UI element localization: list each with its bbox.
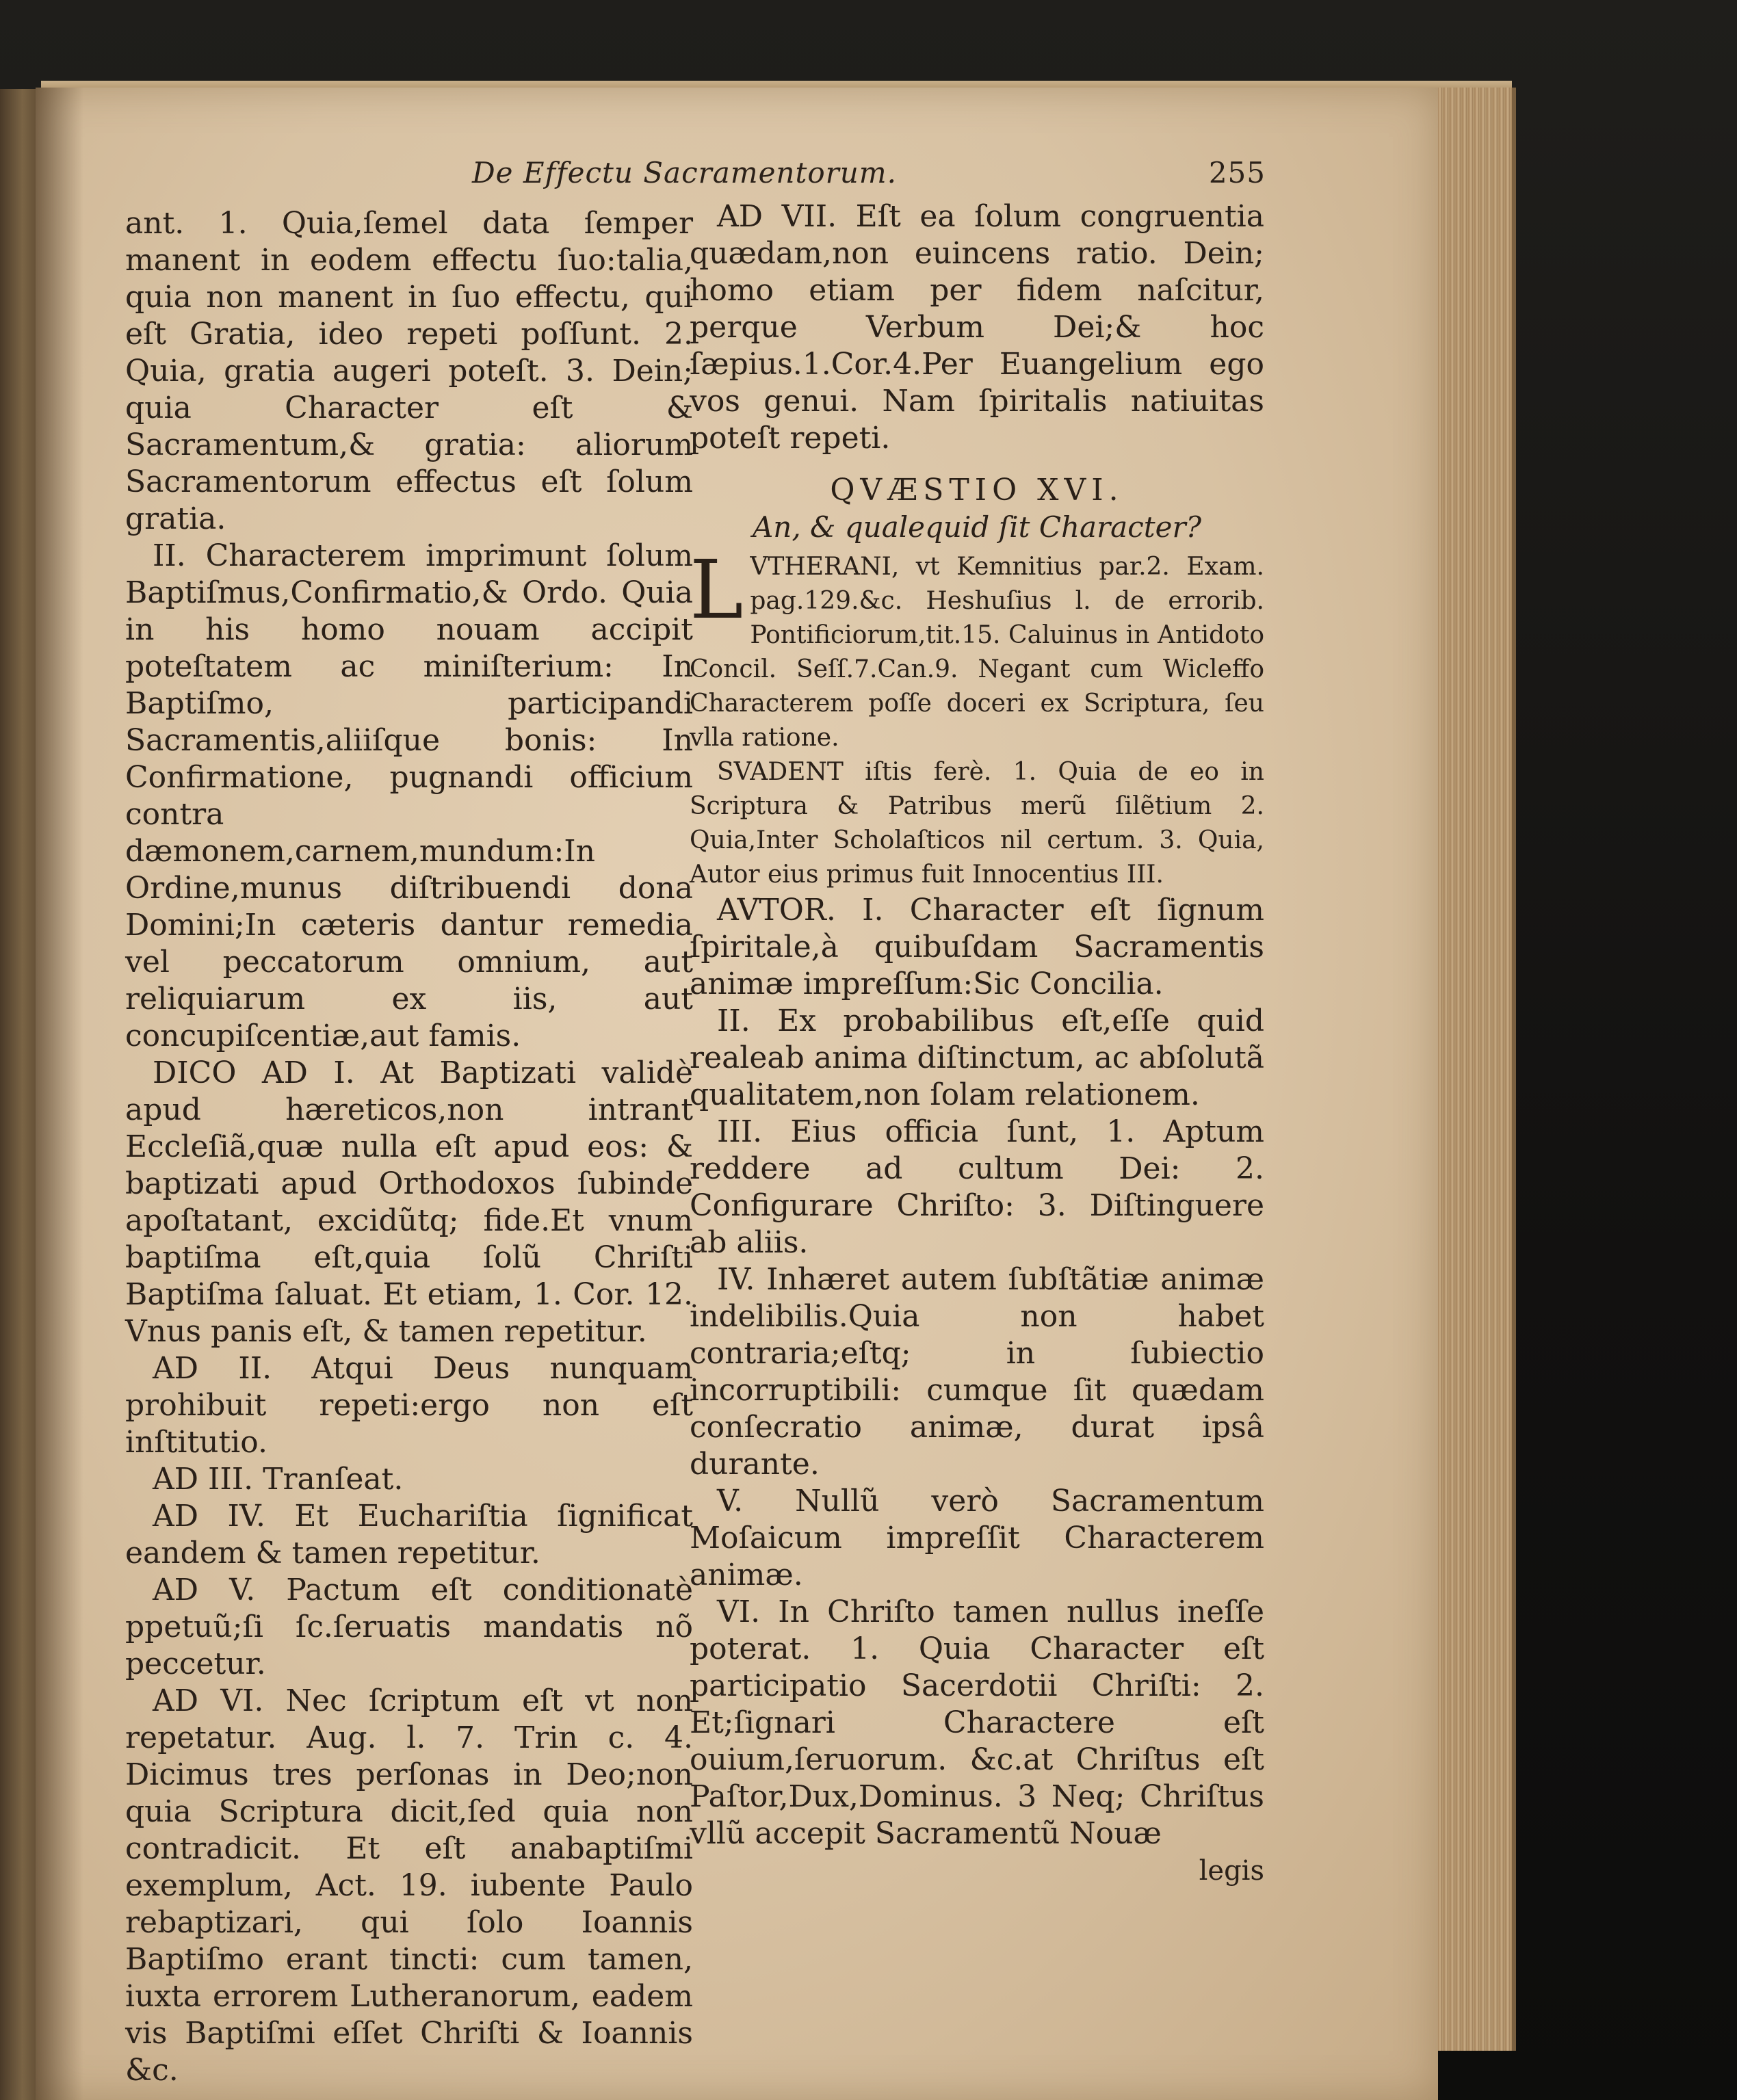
drop-cap: L xyxy=(690,542,744,637)
right-paragraph-5: V. Nullũ verò Sacramentum Moſaicum impreſſit Characterem animæ. xyxy=(690,1484,1264,1592)
left-paragraph-6: AD IV. Et Euchariſtia ſignificat eandem & tamen repetitur. xyxy=(125,1499,693,1571)
question-subtitle: An, & qualequid ſit Character? xyxy=(752,510,1202,544)
left-paragraph-2: II. Characterem imprimunt ſolum Baptiſmus,Confirmatio,& Ordo. Quia in his homo nouam accipit poteſtatem ac miniſterium: In Baptiſmo, participandi Sacramentis,aliiſque bonis: In Confirmatione, pugnandi officium contra dæmonem,carnem,mundum:In Ordine,munus diſtribuendi dona Domini;In cæteris dantur remedia vel peccatorum omnium, aut reliquiarum ex iis, aut concupiſcentiæ,aut famis. xyxy=(125,538,693,1053)
gutter-shadow xyxy=(36,88,83,2100)
catchword: legis xyxy=(1199,1855,1264,1887)
page-number: 255 xyxy=(1208,156,1266,189)
running-head xyxy=(472,156,1266,189)
left-paragraph-8: AD VI. Nec ſcriptum eſt vt non repetatur. Aug. l. 7. Trin c. 4. Dicimus tres perſonas in Deo;non quia Scriptura dicit,ſed quia non contradicit. Et eſt anabaptiſmi exemplum, Act. 19. iubente Paulo rebaptizari, qui ſolo Ioannis Baptiſmo erant tincti: cum tamen, iuxta errorem Lutheranorum, eadem vis Baptiſmi eſſet Chriſti & Ioannis &c. xyxy=(125,1683,693,2088)
left-paragraph-5: AD III. Tranſeat. xyxy=(153,1462,404,1497)
right-intro: AD VII. Eſt ea ſolum congruentia quædam,non euincens ratio. Dein; homo etiam per fidem naſcitur, perque Verbum Dei;& hoc ſæpius.1.Cor.4.Per Euangelium ego vos genui. Nam ſpiritalis natiuitas poteſt repeti. xyxy=(690,199,1264,456)
left-paragraph-7: AD V. Pactum eſt conditionatè ppetuũ;ſi ſc.ſeruatis mandatis nõ peccetur. xyxy=(125,1573,693,1681)
page-fore-edge xyxy=(1430,88,1516,2051)
right-column xyxy=(690,198,1264,1889)
right-paragraph-4: IV. Inhæret autem ſubſtãtiæ animæ indelibilis.Quia non habet contraria;eſtq; in ſubiectio incorruptibili: cumque ſit quædam conſecratio animæ, durat ipsâ durante. xyxy=(690,1262,1264,1482)
right-paragraph-3: III. Eius officia ſunt, 1. Aptum reddere ad cultum Dei: 2. Configurare Chriſto: 3. Diſtinguere ab aliis. xyxy=(690,1114,1264,1260)
left-paragraph-1: ant. 1. Quia,ſemel data ſemper manent in eodem effectu ſuo:talia, quia non manent in ſuo effectu, qui eſt Gratia, ideo repeti poſſunt. 2. Quia, gratia augeri poteſt. 3. Dein; quia Character eſt & Sacramentum,& gratia: aliorum Sacramentorum effectus eſt ſolum gratia. xyxy=(125,206,693,536)
right-paragraph-2: II. Ex probabilibus eſt,eſſe quid realeab anima diſtinctum, ac abſolutã qualitatem,non ſolam relationem. xyxy=(690,1003,1264,1112)
right-paragraph-6: VI. In Chriſto tamen nullus ineſſe poterat. 1. Quia Character eſt participatio Sacerdotii Chriſti: 2. Et;ſignari Charactere eſt ouium,ſeruorum. &c.at Chriſtus eſt Paſtor,Dux,Dominus. 3 Neq; Chriſtus vllũ accepit Sacramentũ Nouæ xyxy=(690,1594,1264,1851)
left-paragraph-4: AD II. Atqui Deus nunquam prohibuit repeti:ergo non eſt inſtitutio. xyxy=(125,1351,693,1460)
opening-paragraph xyxy=(690,542,1264,755)
question-title: QVÆSTIO XVI. xyxy=(830,473,1124,508)
opening-text: VTHERANI, vt Kemnitius par.2. Exam. pag.129.&c. Heshuſius l. de errorib. Pontificiorum,tit.15. Caluinus in Antidoto Concil. Seſſ.7.Can.9. Negant cum Wicleffo Characterem poſſe doceri ex Scriptura, ſeu vlla ratione. xyxy=(690,553,1264,752)
running-head-title: De Effectu Sacramentorum. xyxy=(472,156,897,189)
left-paragraph-3: DICO AD I. At Baptizati validè apud hæreticos,non intrant Eccleſiã,quæ nulla eſt apud eos: & baptizati apud Orthodoxos ſubinde apoſtatant, excidũtq; fide.Et vnum baptiſma eſt,quia ſolũ Chriſti Baptiſma ſaluat. Et etiam, 1. Cor. 12. Vnus panis eſt, & tamen repetitur. xyxy=(125,1055,693,1349)
suadent-paragraph: SVADENT iſtis ferè. 1. Quia de eo in Scriptura & Patribus merũ ſilẽtium 2. Quia,Inter Scholaſticos nil certum. 3. Quia, Autor eius primus fuit Innocentius III. xyxy=(690,758,1264,889)
left-page-edge xyxy=(0,89,41,2100)
left-column xyxy=(125,205,693,2089)
right-paragraph-1: AVTOR. I. Character eſt ſignum ſpiritale,à quibuſdam Sacramentis animæ impreſſum:Sic Concilia. xyxy=(690,893,1264,1001)
